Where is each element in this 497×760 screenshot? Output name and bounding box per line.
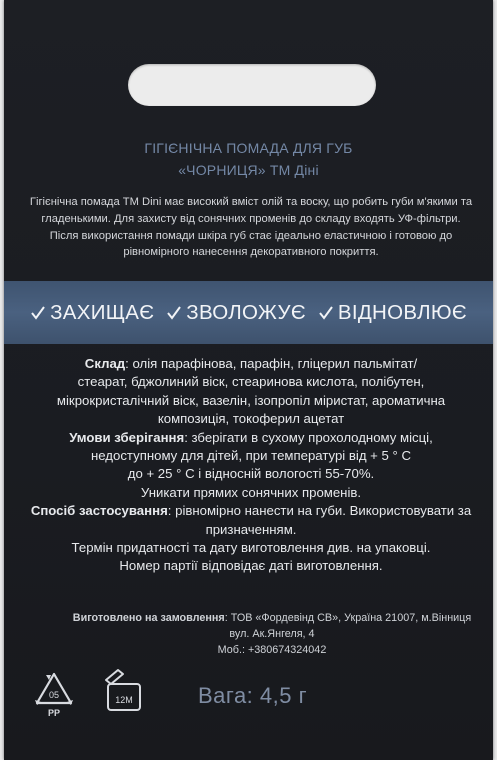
usage-line: призначенням. xyxy=(205,521,297,537)
description-line: гладенькими. Для захисту від сонячних променів до складу входять УФ-фільтри. xyxy=(41,212,461,225)
pao-label: 12M xyxy=(115,695,133,705)
recycle-pp-icon xyxy=(32,669,76,721)
composition-line: стеарат, бджолиний віск, стеаринова кислота, полібутен, xyxy=(77,374,425,390)
product-details xyxy=(20,355,482,576)
maker-label: Виготовлено на замовлення xyxy=(72,612,225,624)
maker-line: вул. Ак.Янгеля, 4 xyxy=(229,628,315,640)
product-title: ГІГІЄНІЧНА ПОМАДА ДЛЯ ГУБ xyxy=(144,140,353,156)
manufacturer-info xyxy=(62,610,482,658)
benefits-band xyxy=(4,281,493,344)
recycle-code: 05 xyxy=(48,690,60,700)
benefit-moisturize xyxy=(166,301,306,325)
benefit-restore xyxy=(318,301,467,325)
product-subtitle: «ЧОРНИЦЯ» ТМ Діні xyxy=(178,162,319,178)
composition-line: мікрокристалічний віск, вазелін, ізопропіл міристат, ароматична xyxy=(56,392,446,408)
maker-line: Виготовлено на замовлення: ТОВ «Фордевінд СВ», Україна 21007, м.Вінниця xyxy=(72,612,472,624)
maker-line: Моб.: +380674324042 xyxy=(217,644,327,656)
benefit-label: ЗВОЛОЖУЄ xyxy=(186,300,306,324)
net-weight: Вага: 4,5 г xyxy=(198,683,308,708)
check-icon xyxy=(318,305,334,321)
description-line: рівномірного нанесення декоративного покриття. xyxy=(123,246,379,259)
check-icon xyxy=(30,305,46,321)
usage-line: Спосіб застосування: рівномірно нанести на губи. Використовувати за xyxy=(30,503,472,519)
usage-label: Спосіб застосування xyxy=(30,503,168,519)
product-card xyxy=(4,0,493,760)
expiry-line: Термін придатності та дату виготовлення див. на упаковці. xyxy=(71,540,431,556)
product-description xyxy=(20,194,482,261)
composition-line: Склад: олія парафінова, парафін, гліцерил пальмітат/ xyxy=(84,356,418,371)
benefit-label: ВІДНОВЛЮЄ xyxy=(337,300,467,324)
check-icon xyxy=(166,305,182,321)
storage-line: Уникати прямих сонячних променів. xyxy=(140,484,362,500)
storage-label: Умови зберігання xyxy=(69,429,185,445)
storage-line: недоступному для дітей, при температурі від + 5 ° С xyxy=(90,448,412,464)
hang-hole xyxy=(128,64,376,106)
benefit-label: ЗАХИЩАЄ xyxy=(50,300,155,324)
storage-line: до + 25 ° С і відносній вологості 55-70%. xyxy=(127,466,375,482)
benefit-protect xyxy=(30,301,154,325)
description-line: Після використання помади шкіра губ стає ідеально еластичною і готовою до xyxy=(49,229,453,242)
storage-line: Умови зберігання: зберігати в сухому прохолодному місці, xyxy=(69,429,433,445)
composition-line: композиція, токоферил ацетат xyxy=(157,411,345,427)
recycle-material: PP xyxy=(47,708,61,718)
composition-label: Склад xyxy=(84,356,126,371)
expiry-line: Номер партії відповідає даті виготовлення. xyxy=(119,558,383,574)
description-line: Гігієнічна помада ТМ Dini має високий вміст олій та воску, що робить губи м'якими та xyxy=(29,196,473,208)
open-jar-pao-icon xyxy=(101,666,147,718)
